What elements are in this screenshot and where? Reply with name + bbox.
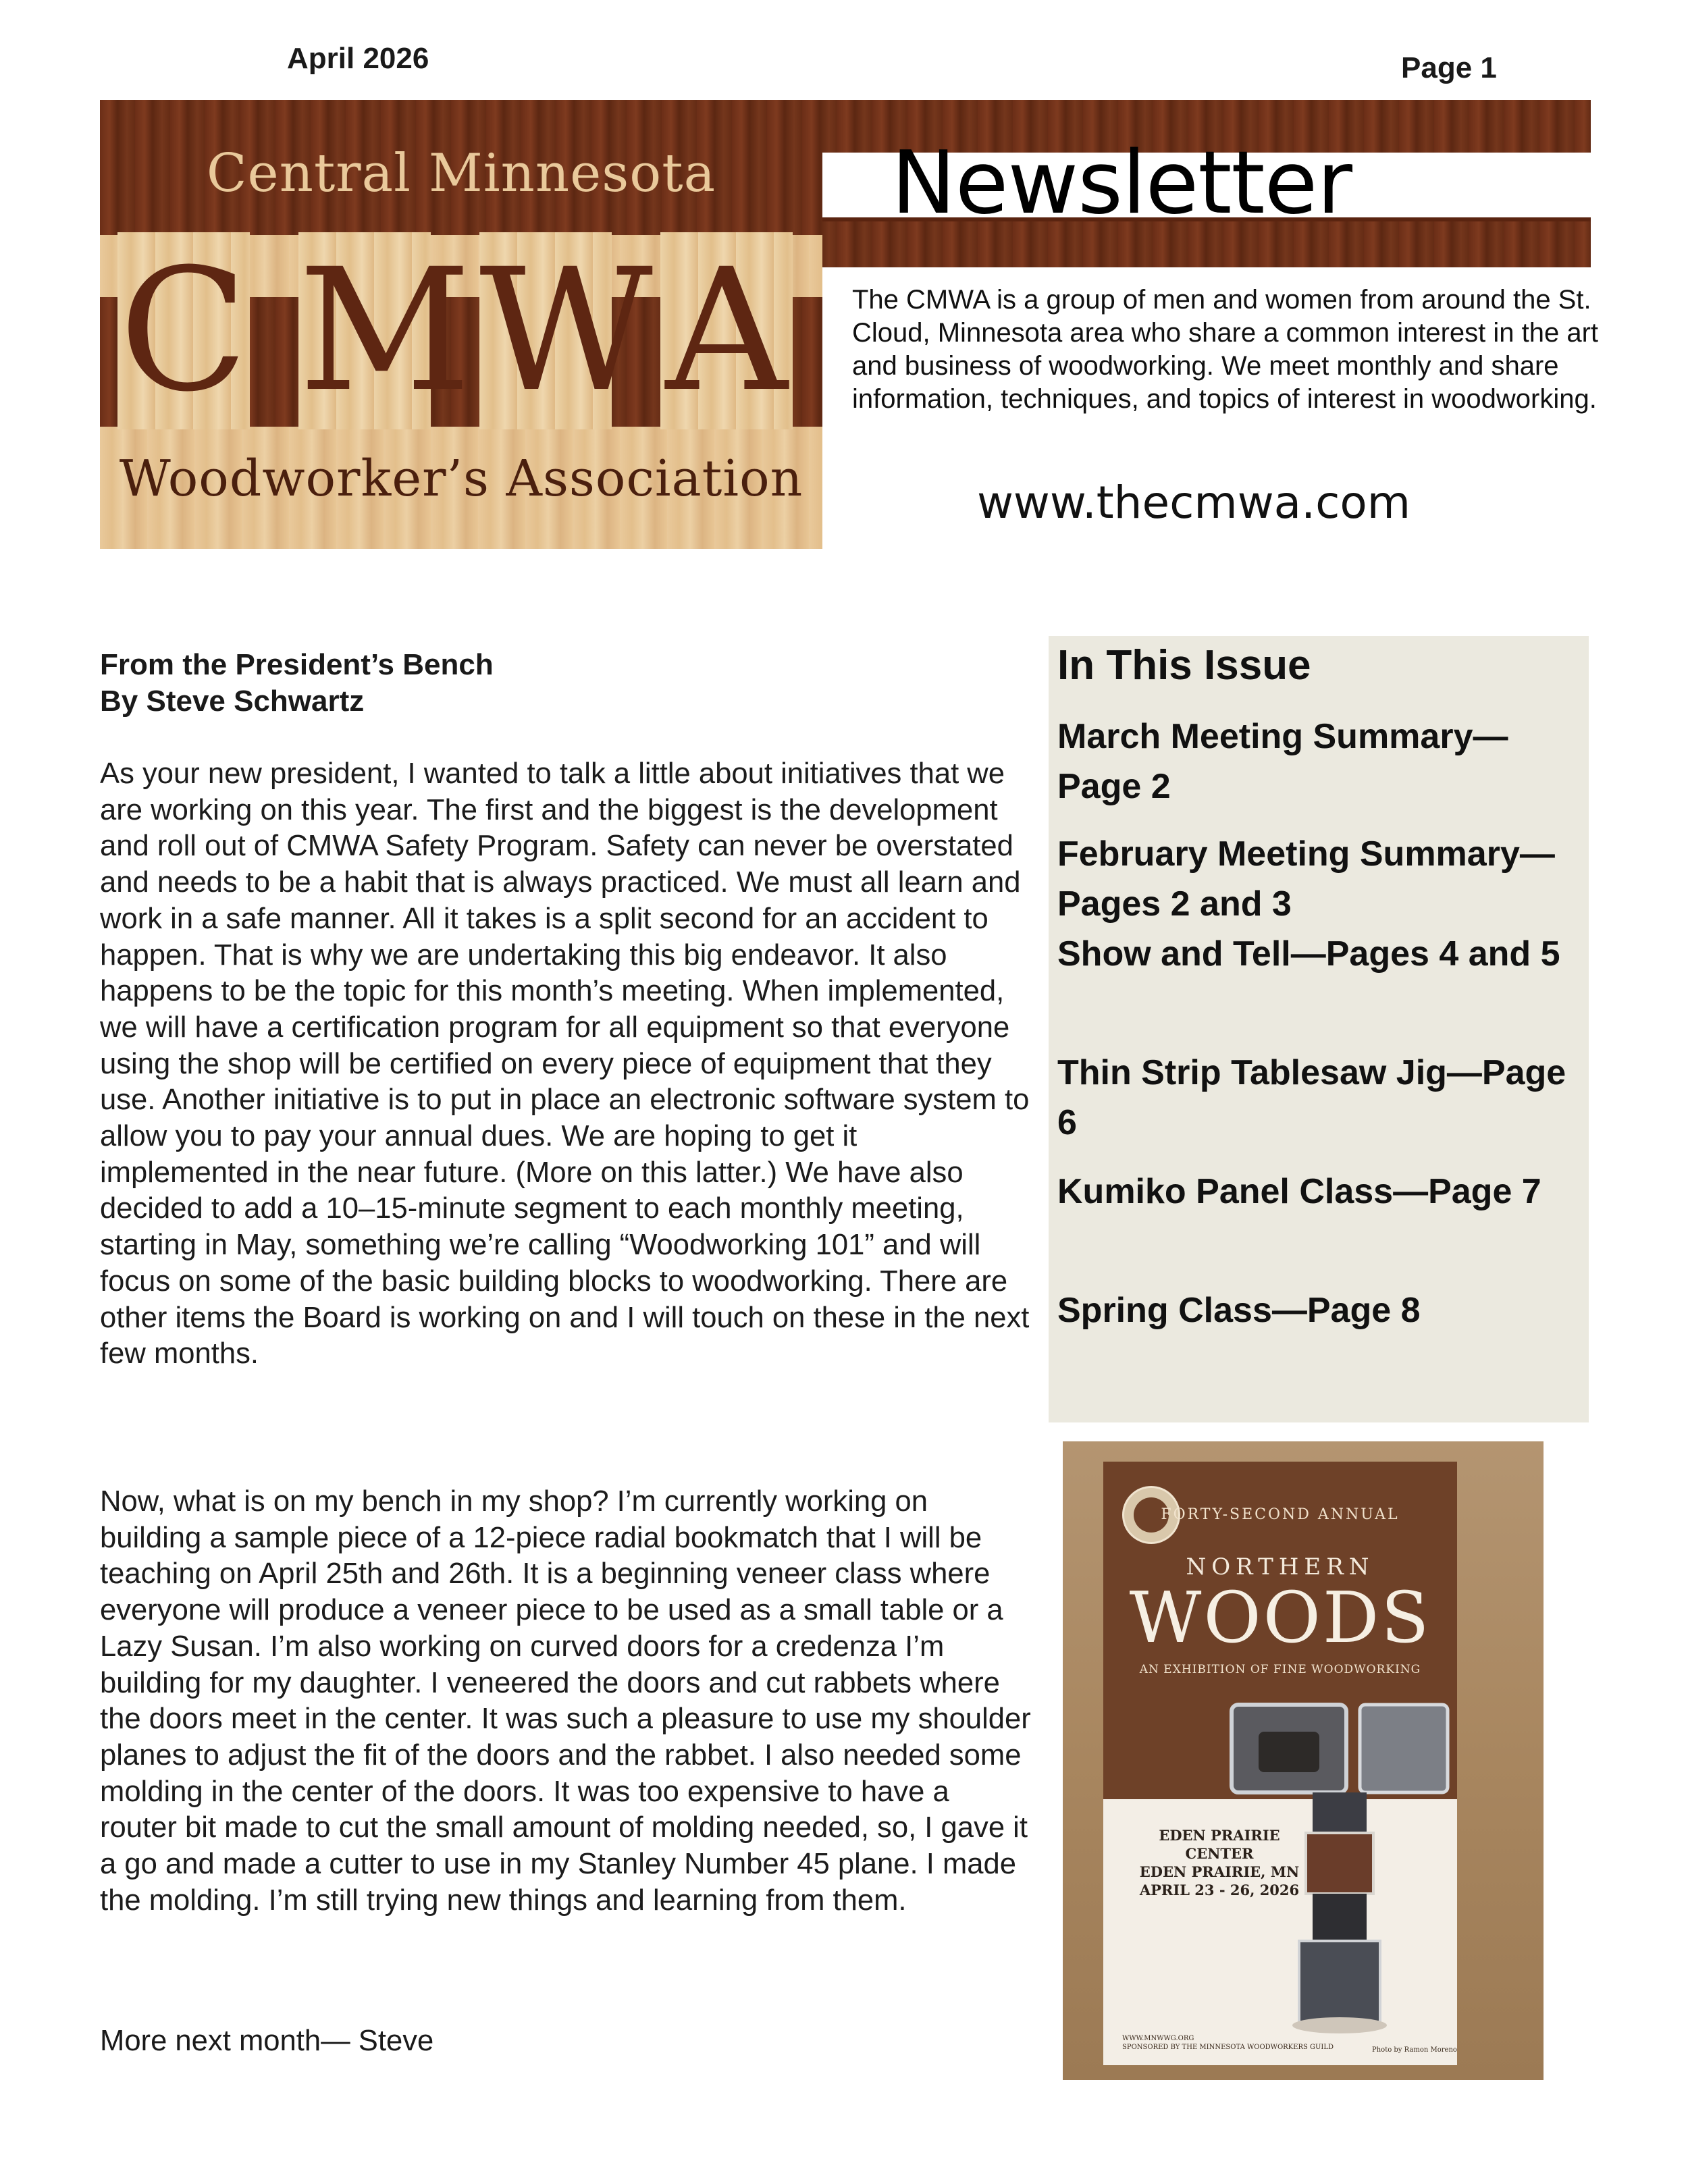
newsletter-title: Newsletter <box>891 133 1352 234</box>
issue-item[interactable]: March Meeting Summary—Page 2 <box>1057 717 1508 806</box>
poster-location-line: CENTER <box>1185 1845 1254 1862</box>
cmwa-logo <box>100 100 822 549</box>
poster-footer <box>1122 2034 1334 2052</box>
poster-location <box>1138 1826 1300 1899</box>
poster-dates: APRIL 23 - 26, 2026 <box>1139 1882 1300 1898</box>
logo-org-name: Woodworker’s Association <box>119 450 803 508</box>
issue-item[interactable]: Spring Class—Page 8 <box>1057 1291 1421 1330</box>
website-url[interactable]: www.thecmwa.com <box>976 477 1411 529</box>
issue-item[interactable]: February Meeting Summary—Pages 2 and 3 <box>1057 834 1555 924</box>
poster-woods-text: WOODS <box>1129 1576 1431 1659</box>
poster-location-line: EDEN PRAIRIE, MN <box>1139 1863 1300 1880</box>
poster-annual-text: FORTY-SECOND ANNUAL <box>1161 1506 1400 1523</box>
issue-item[interactable]: Thin Strip Tablesaw Jig—Page 6 <box>1057 1053 1566 1142</box>
sculpture-panel <box>1360 1705 1448 1792</box>
logo-region-text: Central Minnesota <box>206 143 716 204</box>
poster-northern-text: NORTHERN <box>1186 1553 1375 1580</box>
northern-woods-poster-photo <box>1063 1441 1544 2080</box>
article-title: From the President’s Bench <box>100 648 494 681</box>
issue-item[interactable]: Kumiko Panel Class—Page 7 <box>1057 1172 1541 1211</box>
article-byline: By Steve Schwartz <box>100 685 365 718</box>
in-this-issue-heading: In This Issue <box>1057 642 1311 689</box>
logo-letter-a: A <box>665 232 788 429</box>
logo-letter-w: W <box>479 232 653 429</box>
sculpture-column-mid <box>1313 1894 1367 1941</box>
poster-photo-credit: Photo by Ramon Moreno <box>1372 2046 1457 2054</box>
poster-exhibition-text: AN EXHIBITION OF FINE WOODWORKING <box>1139 1663 1421 1676</box>
sculpture-column-base <box>1299 1941 1380 2022</box>
article-sign-off: More next month— Steve <box>100 2025 434 2057</box>
sculpture-column-top <box>1313 1792 1367 1833</box>
article-paragraph: Now, what is on my bench in my shop? I’m currently working on building a sample piece of a 12-piece radial bookmatch that I will be teaching on April 25th and 26th. It is a beginning veneer class where everyone will produce a veneer piece to be used as a small table or a Lazy Susan. I’m also working on curved doors for a credenza I’m building for my daughter. I veneered the doors and cut rabbets where the doors meet in the center. It was such a pleasure to use my shoulder planes to adjust the fit of the doors and the rabbet. I also needed some molding in the center of the doors. It was too expensive to have a router bit made to cut the small amount of molding needed, so, I gave it a go and made a cutter to use in my Stanley Number 45 plane. I made the molding. I’m still trying new things and learning from them. <box>100 1485 1031 1917</box>
sculpture-base-shadow <box>1292 2017 1387 2033</box>
poster-location-line: EDEN PRAIRIE <box>1159 1827 1280 1844</box>
logo-letter-m: M <box>298 232 471 429</box>
issue-item[interactable]: Show and Tell—Pages 4 and 5 <box>1057 934 1560 974</box>
poster-sponsor: SPONSORED BY THE MINNESOTA WOODWORKERS GUILD <box>1122 2044 1334 2051</box>
sculpture-box-opening <box>1259 1732 1319 1772</box>
issue-date: April 2026 <box>287 42 429 75</box>
page-number: Page 1 <box>1401 51 1497 84</box>
poster-website: WWW.MNWWG.ORG <box>1122 2035 1194 2042</box>
article-paragraph: As your new president, I wanted to talk a little about initiatives that we are working on this year. The first and the biggest is the development and roll out of CMWA Safety Program. Safety can never be overstated and needs to be a habit that is always practiced. We must all learn and work in a safe manner. All it takes is a split second for an accident to happen. That is why we are undertaking this big endeavor. It also happens to be the topic for this month’s meeting. When implemented, we will have a certification program for all equipment so that everyone using the shop will be certified on every piece of equipment that they use. Another initiative is to put in place an electronic software system to allow you to pay your annual dues. We are hoping to get it implemented in the near future. (More on this latter.) We have also decided to add a 10–15-minute segment to each monthly meeting, starting in May, something we’re calling “Woodworking 101” and will focus on some of the basic building blocks to woodworking. There are other items the Board is working on and I will touch on these in the next few months. <box>100 757 1030 1370</box>
logo-letter-c: C <box>119 232 248 429</box>
sculpture-column-band <box>1306 1833 1373 1894</box>
poster-card <box>1103 1462 1457 2065</box>
about-cmwa-text: The CMWA is a group of men and women from around the St. Cloud, Minnesota area who share a common interest in the art and business of woodworking. We meet monthly and share information, techniques, and topics of interest in woodworking. <box>852 285 1599 414</box>
